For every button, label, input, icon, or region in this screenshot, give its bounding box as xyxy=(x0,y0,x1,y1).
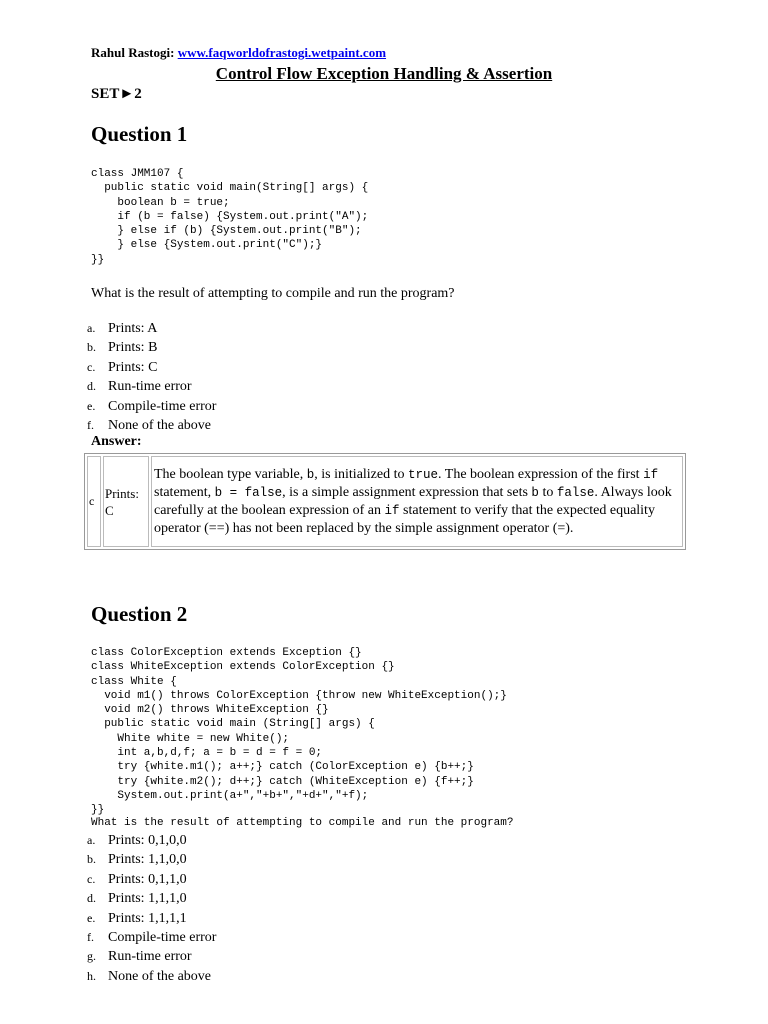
option-item xyxy=(87,377,216,396)
option-letter: b. xyxy=(87,852,96,867)
option-letter: c. xyxy=(87,871,96,886)
option-letter: c. xyxy=(87,359,96,374)
option-letter: e. xyxy=(87,398,96,413)
option-text: Run-time error xyxy=(108,379,192,395)
option-letter: d. xyxy=(87,379,96,394)
author-name: Rahul Rastogi: xyxy=(91,45,175,60)
question-1-options xyxy=(87,319,216,435)
option-text: Prints: 1,1,0,0 xyxy=(108,852,187,868)
option-text: Compile-time error xyxy=(108,929,217,945)
option-letter: h. xyxy=(87,968,96,983)
option-item xyxy=(87,338,216,357)
author-website-link[interactable]: www.faqworldofrastogi.wetpaint.com xyxy=(177,45,387,60)
answer-row xyxy=(87,456,683,547)
question-1-code: class JMM107 { public static void main(String[] args) { boolean b = true; if (b = false) {System.out.print("A"); } else if (b) {System.out.print("B"); } else {System.out.print("C");} }} xyxy=(91,168,369,266)
option-text: Compile-time error xyxy=(108,398,217,414)
option-text: Prints: 0,1,0,0 xyxy=(108,833,187,848)
option-item xyxy=(87,909,216,928)
option-text: Prints: 1,1,1,0 xyxy=(108,891,187,907)
option-letter: a. xyxy=(87,833,96,847)
author-line xyxy=(91,45,386,61)
option-text: Prints: B xyxy=(108,340,158,356)
answer-result: Prints: C xyxy=(103,456,149,547)
option-item xyxy=(87,967,216,986)
question-2-options xyxy=(87,831,216,986)
option-item xyxy=(87,831,216,850)
option-text: Run-time error xyxy=(108,949,192,965)
set-label: SET►2 xyxy=(91,86,142,102)
answer-label: Answer: xyxy=(91,434,142,449)
option-item xyxy=(87,416,216,435)
option-item xyxy=(87,889,216,908)
answer-explanation: The boolean type variable, b, is initialized to true. The boolean expression of the first if statement, b = false, is a simple assignment expression that sets b to false. Always look carefully at the boolean expression of an if statement to verify that the expected equality operator (==) has not been replaced by the simple assignment operator (=). xyxy=(151,456,683,547)
question-1-prompt: What is the result of attempting to compile and run the program? xyxy=(91,286,455,301)
option-text: Prints: 1,1,1,1 xyxy=(108,910,187,926)
option-letter: f. xyxy=(87,417,94,432)
option-text: Prints: C xyxy=(108,359,158,375)
answer-table xyxy=(84,453,686,550)
option-letter: g. xyxy=(87,949,96,964)
option-text: Prints: 0,1,1,0 xyxy=(108,871,187,887)
question-2-code: class ColorException extends Exception {} class WhiteException extends ColorException {} class White { void m1() throws ColorException {throw new WhiteException();} void m2() throws WhiteException {} public static void main (String[] args) { White white = new White(); int a,b,d,f; a = b = d = f = 0; try {white.m1(); a++;} catch (ColorException e) {b++;} try {white.m2(); d++;} catch (WhiteException e) {f++;} System.out.print(a+","+b+","+d+","+f); }} xyxy=(91,647,507,817)
option-text: None of the above xyxy=(108,968,212,984)
option-item xyxy=(87,928,216,947)
option-item xyxy=(87,870,216,889)
question-1-heading: Question 1 xyxy=(91,122,188,146)
option-item xyxy=(87,358,216,377)
option-text: Prints: A xyxy=(108,321,158,336)
question-2-heading: Question 2 xyxy=(91,602,188,626)
option-text: None of the above xyxy=(108,417,212,433)
option-item xyxy=(87,850,216,869)
option-letter: f. xyxy=(87,929,94,944)
answer-choice: c xyxy=(87,456,101,547)
option-letter: d. xyxy=(87,891,96,906)
document-title: Control Flow Exception Handling & Assertion xyxy=(215,64,553,83)
option-item xyxy=(87,397,216,416)
option-item xyxy=(87,947,216,966)
option-letter: b. xyxy=(87,340,96,355)
option-item xyxy=(87,319,216,338)
option-letter: a. xyxy=(87,321,96,335)
option-letter: e. xyxy=(87,910,96,925)
question-2-prompt: What is the result of attempting to compile and run the program? xyxy=(91,817,514,829)
